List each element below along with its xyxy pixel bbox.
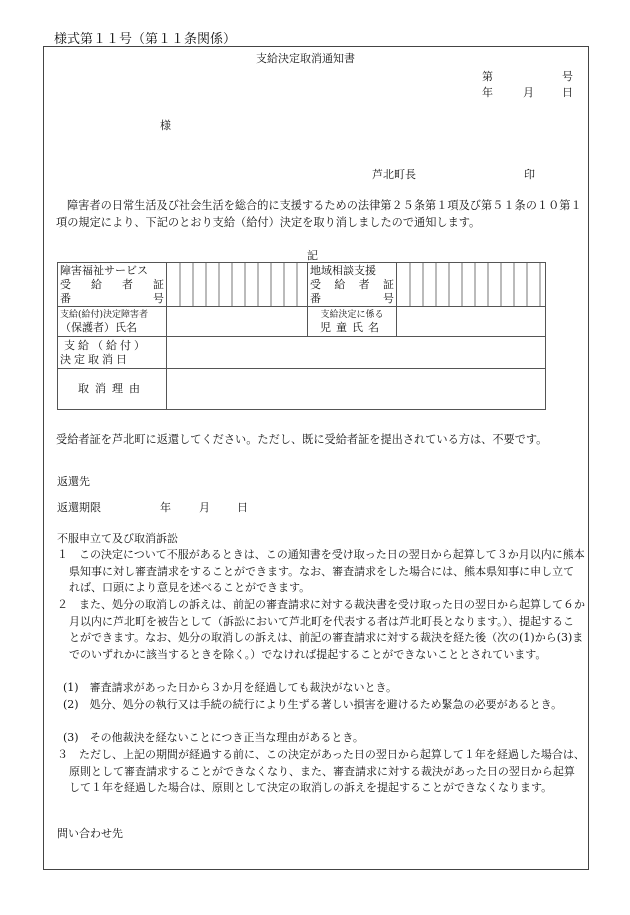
return-deadline-label: 返還期限 bbox=[57, 501, 101, 514]
reason-value bbox=[167, 369, 546, 410]
reason-label: 取消理由 bbox=[58, 369, 167, 410]
cancel-date-value bbox=[167, 337, 546, 369]
issuer-name: 芦北町長 bbox=[372, 168, 416, 181]
seal-mark: 印 bbox=[524, 168, 535, 181]
date-year: 年 bbox=[482, 86, 493, 99]
sub-item-1: (1) 審査請求があった日から３か月を経過しても裁決がないとき。 bbox=[63, 681, 398, 694]
sub-item-3: (3) その他裁決を経ないことにつき正当な理由があるとき。 bbox=[63, 731, 364, 744]
date-day: 日 bbox=[562, 86, 573, 99]
form-number: 様式第１１号（第１１条関係） bbox=[54, 32, 237, 47]
appeal-item-2: ２ また、処分の取消しの訴えは、前記の審査請求に対する裁決書を受け取った日の翌日から起算して６か月以内に芦北町を被告として（訴訟において芦北町を代表する者は芦北町長となります。）、提起することができます。なお、処分の取消しの訴えは、前記の審査請求に対する裁決を経た後（次の(1)から(3)までのいずれかに該当するときを除く。）でなければ提起することができないこととされています。 bbox=[57, 598, 585, 661]
welfare-cert-label: 障害福祉サービス 受 給 者 証 番 号 bbox=[58, 263, 167, 307]
return-note: 受給者証を芦北町に返還してください。ただし、既に受給者証を提出されている方は、不要です。 bbox=[56, 433, 548, 446]
addressee-suffix: 様 bbox=[160, 119, 171, 132]
return-deadline-month: 月 bbox=[199, 501, 210, 514]
consult-cert-number bbox=[397, 263, 546, 307]
return-deadline-day: 日 bbox=[237, 501, 248, 514]
appeal-item-3: ３ ただし、上記の期間が経過する前に、この決定があった日の翌日から起算して１年を経過した場合は、原則として審査請求することができなくなり、また、審査請求に対する裁決があった日の翌日から起算して１年を経過した場合は、原則として決定の取消しの訴えを提起することができなくなります。 bbox=[57, 748, 585, 794]
date-month: 月 bbox=[523, 86, 534, 99]
doc-no-dai: 第 bbox=[482, 70, 493, 83]
person-name-label: 支給(給付)決定障害者 （保護者）氏名 bbox=[58, 307, 167, 337]
intro-text: 障害者の日常生活及び社会生活を総合的に支援するための法律第２５条第１項及び第５１条の１０第１項の規定により、下記のとおり支給（給付）決定を取り消しましたので通知します。 bbox=[56, 199, 582, 229]
doc-no-go: 号 bbox=[562, 70, 573, 83]
return-deadline-year: 年 bbox=[160, 501, 171, 514]
consult-cert-label: 地域相談支援 受 給 者 証 番 号 bbox=[308, 263, 397, 307]
person-name-value bbox=[167, 307, 308, 337]
cancel-date-label: 支給（給付） 決定取消日 bbox=[58, 337, 167, 369]
contact-label: 問い合わせ先 bbox=[57, 827, 123, 840]
return-to-label: 返還先 bbox=[57, 475, 90, 488]
appeal-title: 不服申立て及び取消訴訟 bbox=[57, 532, 178, 545]
document-title: 支給決定取消通知書 bbox=[256, 52, 355, 65]
sub-item-2: (2) 処分、処分の執行又は手続の続行により生ずる著しい損害を避けるため緊急の必要があるとき。 bbox=[63, 698, 563, 711]
ki-label: 記 bbox=[307, 249, 318, 262]
welfare-cert-number bbox=[167, 263, 308, 307]
child-name-label: 支給決定に係る 児童氏名 bbox=[308, 307, 397, 337]
appeal-item-1: １ この決定について不服があるときは、この通知書を受け取った日の翌日から起算して３か月以内に熊本県知事に対し審査請求をすることができます。なお、審査請求をした場合には、熊本県知事に申し立てれば、口頭により意見を述べることができます。 bbox=[57, 548, 585, 594]
details-table bbox=[57, 262, 546, 410]
child-name-value bbox=[397, 307, 546, 337]
